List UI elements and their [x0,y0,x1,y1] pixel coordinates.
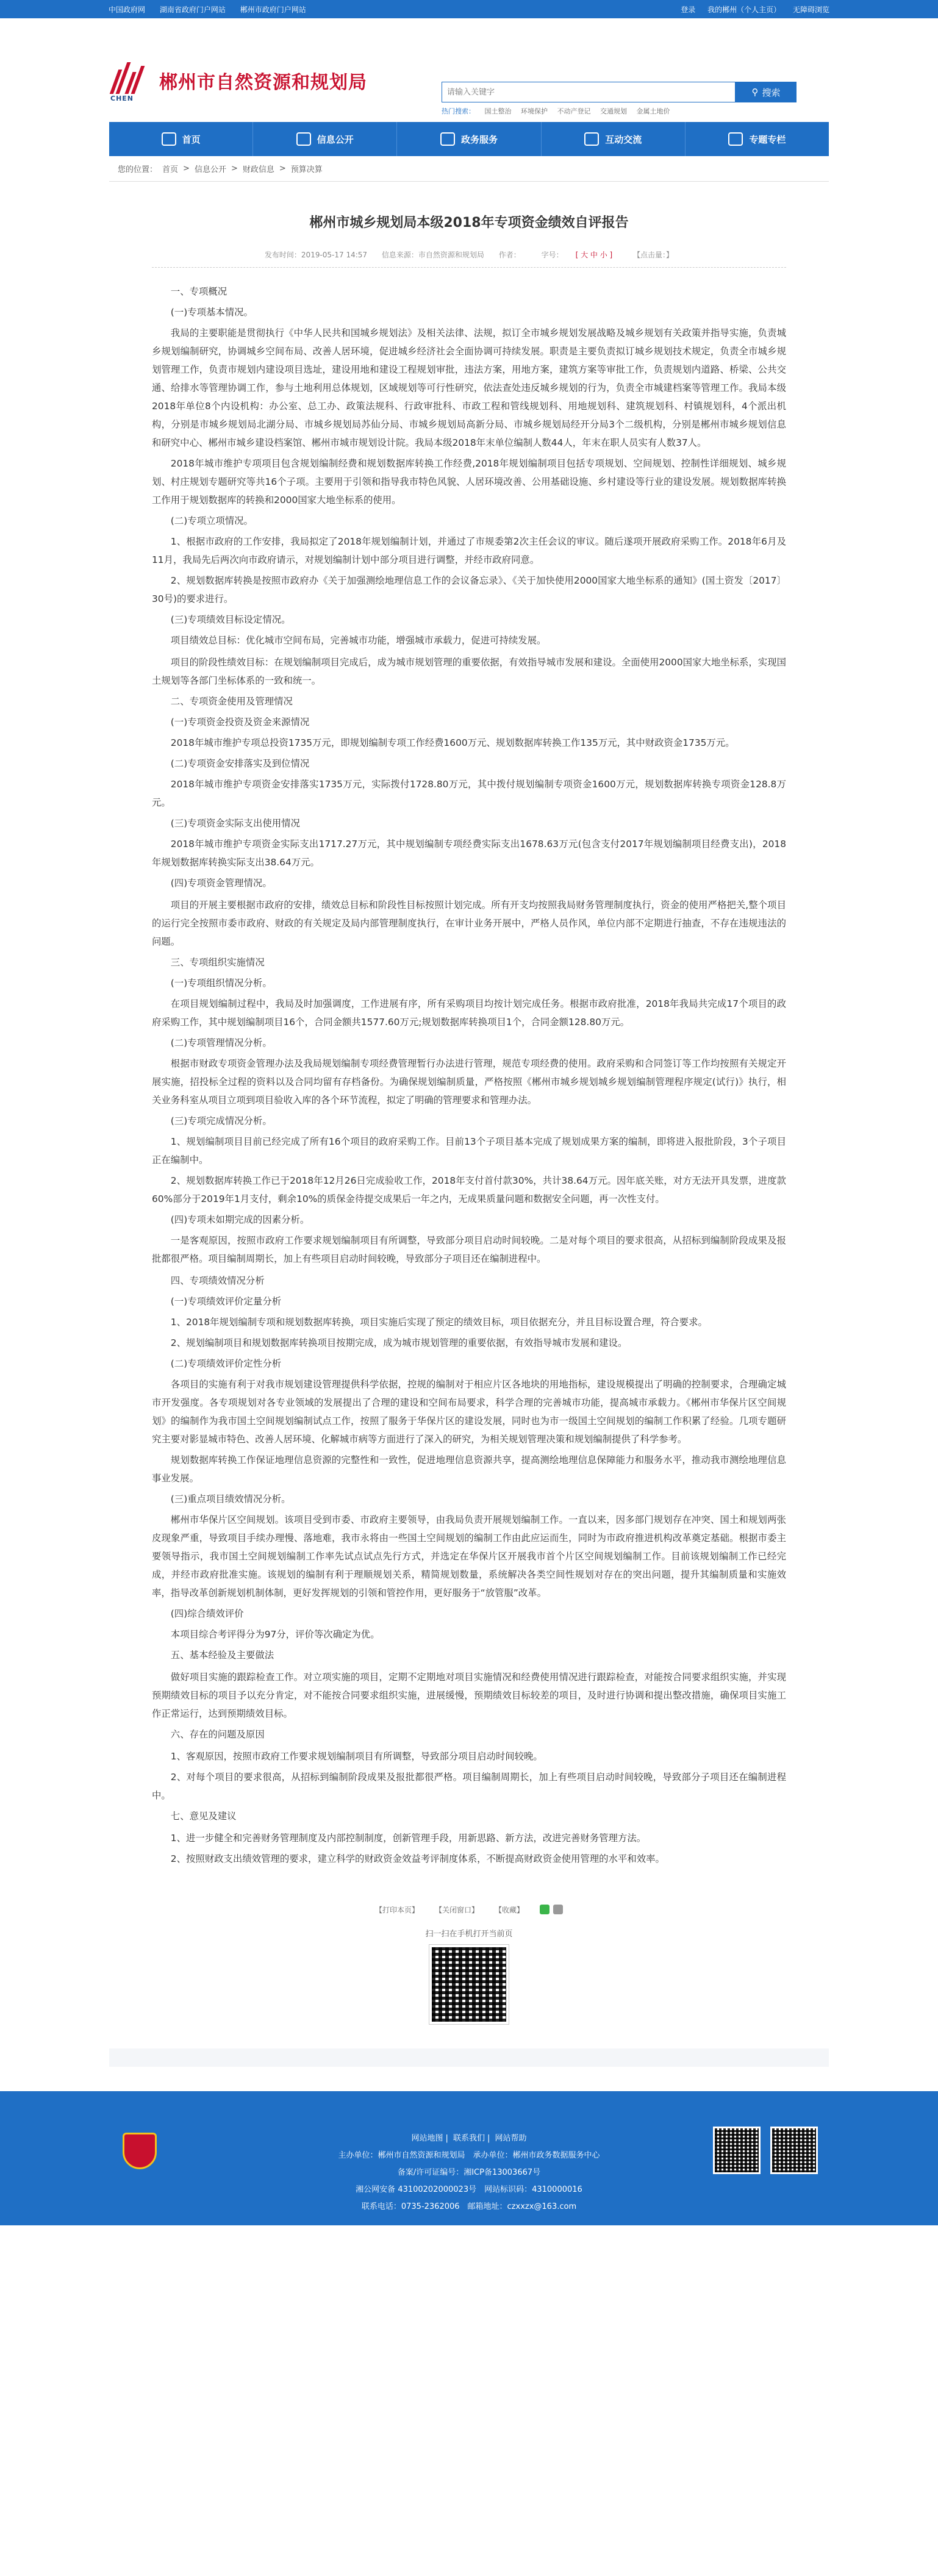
breadcrumb-sep: > [279,164,286,173]
article-paragraph: 2、规划编制项目和规划数据库转换项目按期完成，成为城市规划管理的重要依据，有效指导城市发展和建设。 [170,1337,628,1348]
nav-label: 互动交流 [605,134,642,145]
article-paragraph: (三)专项绩效目标设定情况。 [170,614,291,625]
article-paragraph: 2018年城市维护专项总投资1735万元，即规划编制专项工作经费1600万元、规划数据库转换工作135万元，其中财政资金1735万元。 [170,737,735,748]
hot-search-item[interactable]: 金属土地价 [636,107,670,115]
meta-author: 作者： [498,251,521,259]
article-paragraph: 1、规划编制项目目前已经完成了所有16个项目的政府采购工作。目前13个子项目基本完成了规划成果方案的编制，即将进入报批阶段，3个子项目正在编制中。 [152,1136,786,1165]
search-input[interactable] [442,82,736,102]
article-paragraph: 2、按照财政支出绩效管理的要求，建立科学的财政资金效益考评制度体系，不断提高财政资金使用管理的水平和效率。 [170,1853,665,1864]
site-footer [0,2091,938,2225]
breadcrumb-home[interactable]: 首页 [162,165,179,174]
site-header [109,18,829,122]
hot-search-label: 热门搜索： [442,107,475,115]
nav-gov-service[interactable] [397,122,541,156]
hot-searches [442,106,797,116]
content-wrapper [109,156,829,2067]
logo-emblem-icon [109,59,153,102]
search-button-label: 搜索 [762,87,781,98]
article-paragraph: 2018年城市维护专项资金安排落实1735万元，实际拨付1728.80万元，其中拨付规划编制专项资金1600万元，规划数据库转换专项资金128.8万元。 [152,779,786,808]
meta-hits: 【点击量：】 [633,251,674,259]
topbar-right-links [671,4,829,15]
site-logo[interactable] [109,59,367,102]
breadcrumb-sep: > [183,164,190,173]
article-paragraph: (二)专项管理情况分析。 [170,1037,272,1048]
footer-qr-code-icon [713,2127,761,2174]
article-paragraph: (三)重点项目绩效情况分析。 [170,1494,291,1504]
nav-info-public[interactable] [253,122,397,156]
article-paragraph: 2、对每个项目的要求很高，从招标到编制阶段成果及报批都很严格。项目编制周期长，加上有些项目启动时间较晚，导致部分子项目还在编制进程中。 [152,1772,786,1801]
section-heading: 做好项目实施的跟踪检查工作。对立项实施的项目，定期不定期地对项目实施情况和经费使用情况进行跟踪检查，对能按合同要求组织实施，并实现预期绩效目标的项目予以充分肯定，对不能按合同要求组织实施，进展缓慢，预期绩效目标较差的项目，及时进行协调和提出整改措施，确保项目实施工作正常运行，达到预期绩效目标。 [152,1672,786,1719]
topbar-left-links [109,4,318,15]
footer-link-contact[interactable]: 联系我们 [453,2134,485,2143]
article-paragraph: (三)专项完成情况分析。 [170,1115,272,1126]
article-paragraph: (一)专项基本情况。 [170,307,253,318]
link-hunan-gov[interactable]: 湖南省政府门户网站 [159,5,226,14]
nav-label: 专题专栏 [749,134,786,145]
weibo-share-icon[interactable] [553,1905,563,1914]
breadcrumb-finance[interactable]: 财政信息 [242,165,274,174]
article-paragraph: 2018年城市维护专项资金实际支出1717.27万元，其中规划编制专项经费实际支出1678.63万元(包含支付2017年规划编制项目经费支出)，2018年规划数据库转换实际支出38.64万元。 [152,839,786,868]
article-paragraph: (四)综合绩效评价 [170,1608,244,1619]
breadcrumb-label: 您的位置： [118,165,158,174]
article-paragraph: 1、根据市政府的工作安排，我局拟定了2018年规划编制计划，并通过了市规委第2次主任会议的审议。随后遂项开展政府采购工作。2018年6月及11月，我局先后两次向市政府请示，对规划编制计划中部分项目进行调整，并经市政府同意。 [152,536,786,565]
article [109,182,829,2048]
nav-label: 信息公开 [317,134,354,145]
chat-icon [584,132,599,146]
article-paragraph: 一是客观原因，按照市政府工作要求规划编制项目有所调整，导致部分项目启动时间较晚。二是对每个项目的要求很高，从招标到编制阶段成果及报批都很严格。项目编制周期长，加上有些项目启动时间较晚，导致部分子项目还在编制进程中。 [152,1235,786,1264]
top-utility-bar [0,0,938,18]
article-paragraph: 2、规划数据库转换是按照市政府办《关于加强测绘地理信息工作的会议备忘录》、《关于加快使用2000国家大地坐标系的通知》(国土资发〔2017〕30号)的要求进行。 [152,575,786,604]
collect-button[interactable]: 【收藏】 [495,1906,524,1914]
mobile-qr [152,1927,786,2024]
link-accessibility[interactable]: 无障碍浏览 [792,5,829,14]
breadcrumb-info-public[interactable]: 信息公开 [194,165,226,174]
article-meta [152,249,786,268]
print-button[interactable]: 【打印本页】 [374,1906,419,1914]
link-my-chenzhou[interactable]: 我的郴州（个人主页） [707,5,781,14]
article-paragraph: 七、意见及建议 [170,1811,237,1822]
section-heading: 项目的阶段性绩效目标：在规划编制项目完成后，成为城市规划管理的重要依据，有效指导城市发展和建设。全面使用2000国家大地坐标系，实现国土规划等各部门坐标体系的一致和统一。 [152,657,786,686]
home-icon [162,132,176,146]
footer-link-sitemap[interactable]: 网站地图 [411,2134,443,2143]
breadcrumb-sep: > [231,164,238,173]
article-paragraph: 我局的主要职能是贯彻执行《中华人民共和国城乡规划法》及相关法律、法规，拟订全市城乡规划发展战略及城乡规划有关政策并指导实施，负责城乡规划编制研究，协调城乡空间布局、改善人居环境，促进城乡经济社会全面协调可持续发展。职责是主要负责拟订城乡规划技术规定，负责全市城乡规划管理工作，负责市规划内建设项目选址，建设用地和建设工程规划审批，违法方案，用地方案，建筑方案等审批工作，负责规划内道路、桥梁、公共交通、给排水等管理协调工作，参与土地利用总体规划，区域规划等可行性研究，依法查处违反城乡规划的行为，负责全市城建档案等管理工作。我局本级2018年单位8个内设机构：办公室、总工办、政策法规科、行政审批科、市政工程和管线规划科、用地规划科、建筑规划科、村镇规划科，4个派出机构，分别是市城乡规划局北湖分局、市城乡规划局苏仙分局、市城乡规划局高新分局、市城乡规划局经开分局3个二级机构，分别是郴州市城乡规划信息和研究中心、郴州市城乡建设档案馆、郴州市城市规划设计院。我局本级2018年末单位编制人数44人，年末在职人员实有人数37人。 [152,327,786,448]
article-paragraph: 项目绩效总目标：优化城市空间布局，完善城市功能，增强城市承载力，促进可持续发展。 [170,635,546,646]
qr-caption: 扫一扫在手机打开当前页 [425,1930,513,1939]
section-heading: 一、专项概况 [170,286,227,297]
nav-label: 政务服务 [461,134,498,145]
article-paragraph: 根据市财政专项资金管理办法及我局规划编制专项经费管理暂行办法进行管理，规范专项经费的使用。政府采购和合同签订等工作均按照有关规定开展实施，招投标全过程的资料以及合同均留有存档备份。为确保规划编制质量，严格按照《郴州市城乡规划城乡规划编制管理程序规定(试行)》执行，相关业务科室从项目立项到项目验收入库的各个环节流程，拟定了明确的管理要求和管理办法。 [152,1058,786,1106]
article-tools [152,1905,786,1915]
section-heading: 项目的开展主要根据市政府的安排，绩效总目标和阶段性目标按照计划完成。所有开支均按照我局财务管理制度执行，资金的使用严格把关,整个项目的运行完全按照市委市政府、财政的有关规定及局内部管理制度执行，在审计业务开展中，严格人员作风，单位内部不定期进行抽查，不存在违规违法的问题。 [152,900,786,947]
topic-icon [728,132,743,146]
section-heading: 四、专项绩效情况分析 [170,1275,265,1286]
document-icon [296,132,311,146]
hot-search-item[interactable]: 环境保护 [521,107,548,115]
footer-contact: 联系电话：0735-2362006 邮箱地址：czxxzx@163.com [361,2202,577,2211]
article-paragraph: 本项目综合考评得分为97分，评价等次确定为优。 [170,1629,380,1640]
main-nav [109,122,829,156]
article-paragraph: 2、规划数据库转换工作已于2018年12月26日完成验收工作，2018年支付首付款30%，共计38.64万元。因年底关账，对方无法开具发票，进度款60%部分于2019年1月支付，剩余10%的质保金待提交成果后一年之内，无成果质量问题和数据安全问题，再一次性支付。 [152,1175,786,1204]
article-paragraph: 1、2018年规划编制专项和规划数据库转换，项目实施后实现了预定的绩效目标，项目依据充分，并且目标设置合理，符合要求。 [170,1317,707,1328]
section-heading: 1、客观原因，按照市政府工作要求规划编制项目有所调整，导致部分项目启动时间较晚。 [170,1751,543,1762]
breadcrumb-budget[interactable]: 预算决算 [290,165,323,174]
footer-qr-code-icon [770,2127,818,2174]
nav-home[interactable] [109,122,253,156]
article-paragraph: (三)专项资金实际支出使用情况 [170,818,300,829]
article-paragraph: 二、专项资金使用及管理情况 [170,696,293,707]
footer-police[interactable]: 湘公网安备 43100202000023号 网站标识码：4310000016 [356,2185,582,2194]
article-title: 郴州市城乡规划局本级2018年专项资金绩效自评报告 [309,215,629,231]
article-paragraph: 各项目的实施有利于对我市规划建设管理提供科学依据，控规的编制对于相应片区各地块的用地指标，建设规模提出了明确的控制要求，合理确定城市开发强度。各专项规划对各专业领域的发展提出了合理的建设和空间布局要求，科学合理的完善城市功能，提高城市承载力。《郴州市华保片区空间规划》的编制作为我市国土空间规划编制试点工作，按照了服务于华保片区的建设发展，同时也为市一级国土空间规划的编制工作积累了经验。几项专题研究主要对影显城市特色、改善人居环境、化解城市病等方面进行了深入的研究，为相关规划管理决策和规划编制提供了科学参考。 [152,1379,786,1445]
footer-links: 网站地图 | 联系我们 | 网站帮助 [411,2134,527,2143]
nav-special-topics[interactable] [686,122,829,156]
breadcrumb [109,156,829,182]
link-login[interactable]: 登录 [681,5,696,14]
article-paragraph: 在项目规划编制过程中，我局及时加强调度，工作进展有序，所有采购项目均按计划完成任务。根据市政府批准，2018年我局共完成17个项目的政府采购工作，其中规划编制项目16个，合同金额共1577.60万元;规划数据库转换项目1个，合同金额128.80万元。 [152,998,786,1028]
article-paragraph: (一)专项绩效评价定量分析 [170,1296,282,1307]
article-paragraph: (四)专项资金管理情况。 [170,878,272,889]
section-heading: 1、进一步健全和完善财务管理制度及内部控制制度，创新管理手段，用新思路、新方法，改进完善财务管理方法。 [170,1833,646,1844]
article-paragraph: 三、专项组织实施情况 [170,957,265,968]
article-paragraph: 2018年城市维护专项项目包含规划编制经费和规划数据库转换工作经费,2018年规划编制项目包括专项规划、空间规划、控制性详细规划、城乡规划、村庄规划专题研究等共16个子项。主要用于引领和指导我市特色风貌、人居环境改善、公用基础设施、乡村建设等行业的建设发展。规划数据库转换工作用于规划数据库的转换和2000国家大地坐标系的使用。 [152,458,786,506]
site-title: 郴州市自然资源和规划局 [159,72,367,93]
article-body [152,282,786,1868]
article-paragraph: 规划数据库转换工作保证地理信息资源的完整性和一致性，促进地理信息资源共享，提高测绘地理信息保障能力和服务水平，推动我市测绘地理信息事业发展。 [152,1454,786,1484]
nav-label: 首页 [182,134,201,145]
article-paragraph: (二)专项资金安排落实及到位情况 [170,758,310,769]
close-window-button[interactable]: 【关闭窗口】 [434,1906,479,1914]
font-size-switch[interactable]: [ 大 中 小 ] [575,251,613,259]
hot-search-item[interactable]: 交通规划 [600,107,627,115]
hot-search-item[interactable]: 国土整治 [484,107,512,115]
article-paragraph: (一)专项资金投资及资金来源情况 [170,717,310,728]
search-icon: ⚲ [751,87,759,98]
footer-icp[interactable]: 备案/许可证编号：湘ICP备13003667号 [397,2168,541,2177]
meta-time: 发布时间：2019-05-17 14:57 [264,251,368,259]
link-gov-cn[interactable]: 中国政府网 [109,5,146,14]
footer-sponsor: 主办单位：郴州市自然资源和规划局 承办单位：郴州市政务数据服务中心 [338,2151,600,2160]
hot-search-item[interactable]: 不动产登记 [557,107,591,115]
meta-source: 信息来源：市自然资源和规划局 [381,251,484,259]
article-paragraph: 六、存在的问题及原因 [170,1729,265,1740]
wechat-share-icon[interactable] [540,1905,550,1914]
share-icons [540,1905,563,1915]
article-paragraph: 郴州市华保片区空间规划。该项目受到市委、市政府主要领导，由我局负责开展规划编制工作。一直以来，因多部门规划存在冲突、国土和规划两张皮现象严重，导致项目手续办理慢、落地难，我市永将由一些国土空间规划的编制工作由此应运而生，同时为市政府推进机构改革奠定基础。根据市委主要领导指示，我市国土空间规划编制工作率先试点试点先行方式，并选定在华保片区开展我市首个片区空间规划编制工作。目前该规划编制工作已经完成，并经市政府批准实施。该规划的编制有利于理顺规划关系，精简规划数量，系统解决各类空间性规划对存在的突出问题，提升其编制质量和实施效率，指导改革创新规划机制体制，更好发挥规划的引领和管控作用，更好服务于“放管服”改革。 [152,1514,786,1598]
link-chenzhou-gov[interactable]: 郴州市政府门户网站 [240,5,306,14]
article-paragraph: (四)专项未如期完成的因素分析。 [170,1214,310,1225]
logo-en-text: CHEN [110,95,134,102]
meta-font-size: 字号： [ 大 中 小 ] [541,251,613,259]
article-paragraph: 五、基本经验及主要做法 [170,1650,274,1661]
qr-code-icon [429,1945,509,2024]
article-paragraph: (一)专项组织情况分析。 [170,978,272,989]
service-icon [440,132,455,146]
nav-interaction[interactable] [542,122,686,156]
article-paragraph: (二)专项绩效评价定性分析 [170,1358,282,1369]
footer-link-help[interactable]: 网站帮助 [495,2134,527,2143]
search-button[interactable] [736,82,797,102]
article-paragraph: (二)专项立项情况。 [170,515,253,526]
search-area [442,82,797,116]
